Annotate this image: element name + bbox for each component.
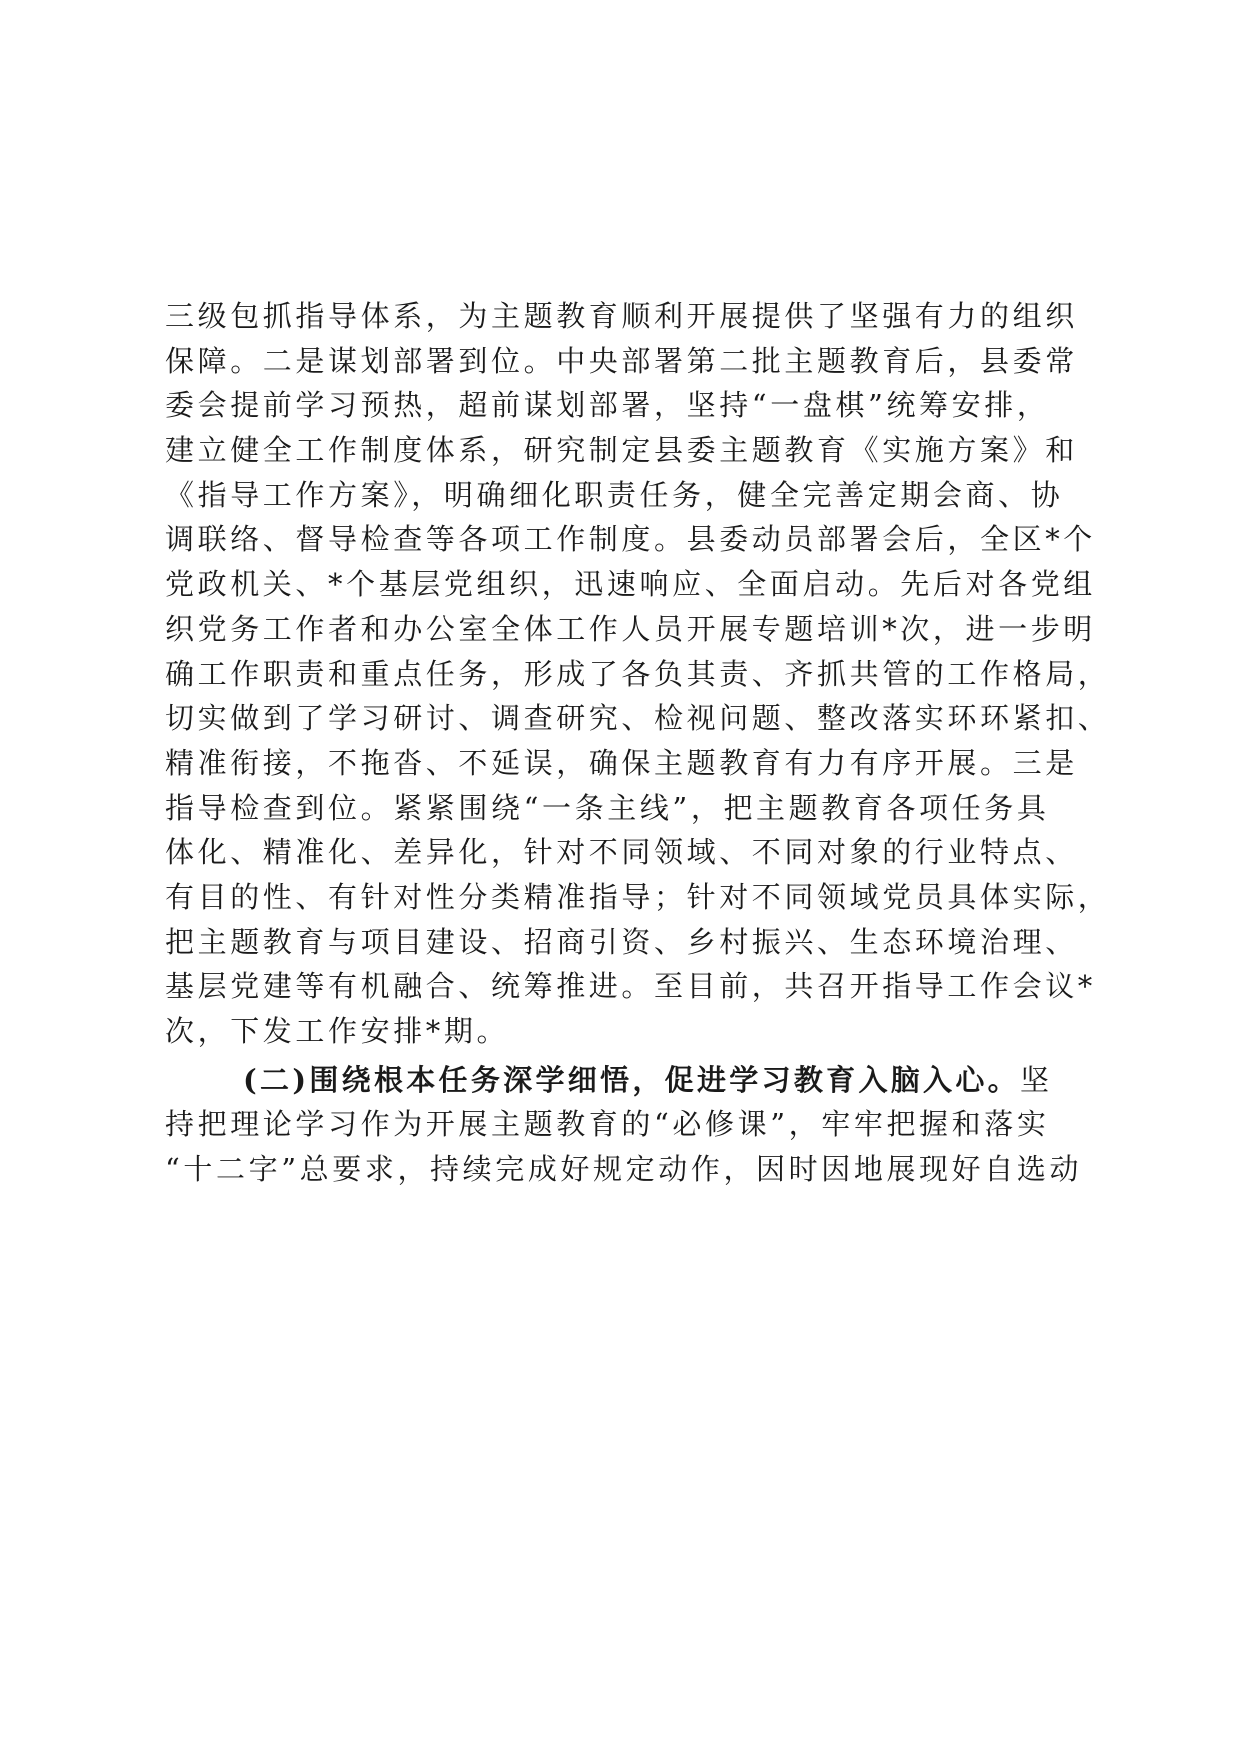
text-line: 委会提前学习预热，超前谋划部署，坚持“一盘棋”统筹安排，	[165, 388, 1050, 423]
text-line: 持把理论学习作为开展主题教育的“必修课”，牢牢把握和落实	[165, 1107, 1050, 1142]
text-line: 确工作职责和重点任务，形成了各负其责、齐抓共管的工作格局，	[165, 656, 1111, 691]
text-line: 次，下发工作安排*期。	[165, 1014, 510, 1048]
text-line: 调联络、督导检查等各项工作制度。县委动员部署会后，全区*个	[165, 522, 1096, 557]
text-line: 基层党建等有机融合、统筹推进。至目前，共召开指导工作会议*	[165, 969, 1096, 1004]
text-line: 保障。二是谋划部署到位。中央部署第二批主题教育后，县委常	[165, 343, 1078, 378]
text-line: 建立健全工作制度体系，研究制定县委主题教育《实施方案》和	[165, 433, 1078, 468]
text-line: 指导检查到位。紧紧围绕“一条主线”，把主题教育各项任务具	[165, 790, 1050, 825]
text-line: 党政机关、*个基层党组织，迅速响应、全面启动。先后对各党组	[165, 567, 1096, 602]
heading-line-tail: 坚	[1019, 1062, 1053, 1097]
text-line: 有目的性、有针对性分类精准指导；针对不同领域党员具体实际，	[165, 879, 1111, 914]
text-line: 把主题教育与项目建设、招商引资、乡村振兴、生态环境治理、	[165, 924, 1078, 959]
body-text	[165, 294, 1111, 1192]
text-line: 切实做到了学习研讨、调查研究、检视问题、整改落实环环紧扣、	[165, 701, 1111, 736]
text-line: 三级包抓指导体系，为主题教育顺利开展提供了坚强有力的组织	[165, 299, 1078, 333]
section-heading-line	[165, 1058, 1095, 1103]
text-line: 体化、精准化、差异化，针对不同领域、不同对象的行业特点、	[165, 835, 1078, 870]
text-line: 精准衔接，不拖沓、不延误，确保主题教育有力有序开展。三是	[165, 745, 1078, 780]
text-line: “十二字”总要求，持续完成好规定动作，因时因地展现好自选动	[165, 1152, 1083, 1187]
text-line: 织党务工作者和办公室全体工作人员开展专题培训*次，进一步明	[165, 611, 1096, 646]
text-line: 《指导工作方案》，明确细化职责任务，健全完善定期会商、协	[165, 477, 1064, 512]
section-heading: (二)围绕根本任务深学细悟，促进学习教育入脑入心。	[243, 1062, 1020, 1097]
